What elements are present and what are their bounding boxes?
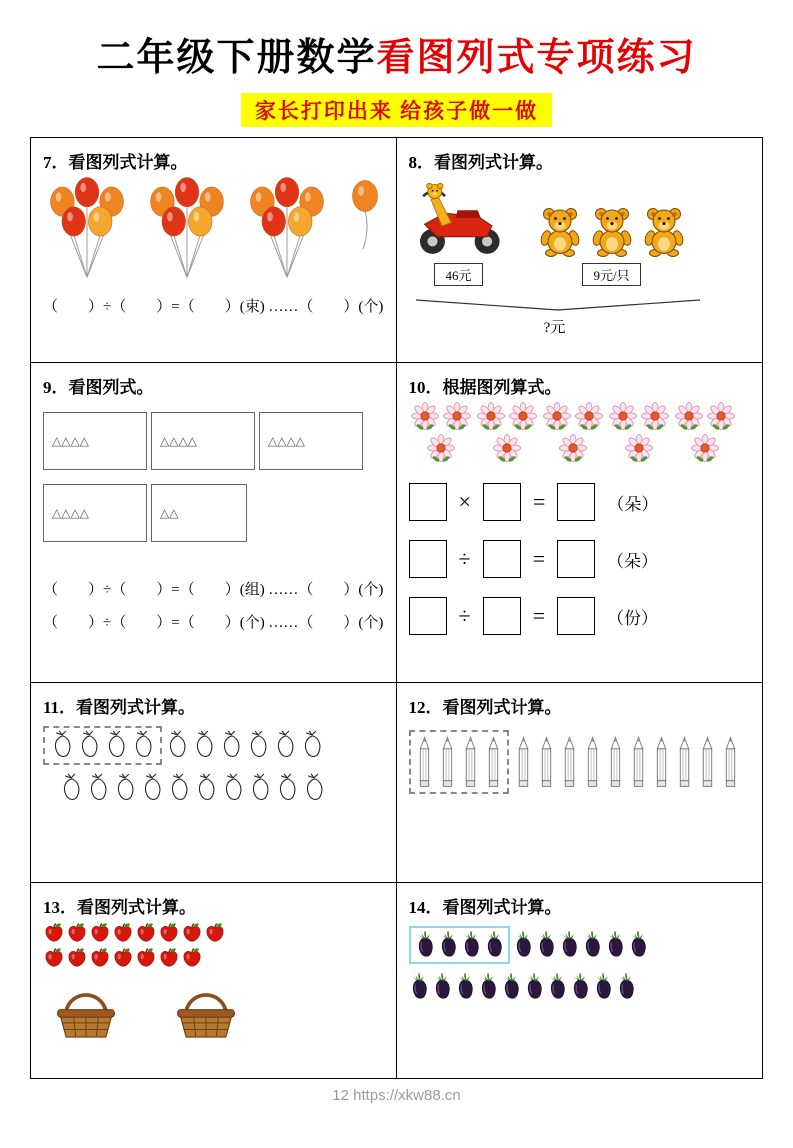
times-operator: × [458, 489, 471, 514]
basket-icon [171, 985, 241, 1040]
eggplant-outline-icon [246, 730, 270, 761]
single-balloon [345, 177, 385, 255]
apple-icon [135, 922, 157, 944]
parent-tip-banner: 家长打印出来 给孩子做一做 [241, 93, 552, 127]
apple-icon [112, 922, 134, 944]
apple-row-2 [43, 947, 384, 969]
apple-icon [43, 947, 65, 969]
answer-box [557, 540, 595, 578]
eggplant-outline-icon [248, 773, 272, 804]
apple-icon [135, 947, 157, 969]
apple-icon [89, 922, 111, 944]
flower-group-icon [409, 402, 473, 464]
answer-box [409, 483, 447, 521]
eggplant-icon [409, 972, 429, 1002]
question-11 [31, 683, 397, 883]
title-black-part: 二年级下册数学 [96, 37, 377, 79]
pencil-icon [677, 735, 692, 789]
eggplant-icon [484, 930, 504, 960]
eggplant-icon [559, 930, 579, 960]
question-9-equation-2: （ ）÷（ ）=（ ）(个) ……（ ）(个) [43, 615, 384, 631]
question-14-heading: 14．看图列式计算。 [408, 898, 562, 917]
balloon-icon [345, 177, 385, 255]
basket-icon [51, 985, 121, 1040]
pencil-icon [654, 735, 669, 789]
teddy-bear-icon [537, 205, 583, 257]
question-11-heading: 11．看图列式计算。 [43, 698, 196, 717]
question-9-heading: 9．看图列式。 [43, 378, 154, 397]
question-9-equation-1: （ ）÷（ ）=（ ）(组) ……（ ）(个) [43, 582, 384, 598]
eggplant-row-1 [43, 726, 384, 765]
eggplant-outline-icon [165, 730, 189, 761]
triangle-group: △△△△ [52, 505, 89, 520]
eggplant-outline-icon [86, 773, 110, 804]
answer-box [483, 597, 521, 635]
pencil-icon [608, 735, 623, 789]
toy-motorcycle-icon [409, 179, 509, 257]
flower-group-icon [673, 402, 737, 464]
page-footer: 12 https://xkw88.cn [332, 1087, 461, 1104]
triangle-group-box [151, 412, 255, 470]
balloon-bunch-icon [143, 177, 231, 283]
eggplant-row-2 [409, 972, 751, 1002]
division-equation-row-1 [409, 540, 751, 578]
pencils [516, 735, 738, 789]
pencil-icon [585, 735, 600, 789]
pencil-icon [539, 735, 554, 789]
eggplant-icon [593, 972, 613, 1002]
question-7-equation: （ ）÷（ ）=（ ）(束) ……（ ）(个) [43, 299, 384, 315]
circled-eggplant-group [43, 726, 162, 765]
equals-sign: = [532, 546, 545, 571]
eggplant-icon [570, 972, 590, 1002]
balloon-bunches [43, 177, 331, 283]
eggplant-outline-icon [167, 773, 191, 804]
circled-pencil-group [409, 730, 509, 794]
pencil-icon [562, 735, 577, 789]
baskets [51, 985, 384, 1040]
unit-label: （朵） [607, 494, 659, 514]
eggplant-outline-icon [192, 730, 216, 761]
price-illustration [409, 179, 751, 286]
boxed-eggplant-group [409, 926, 510, 964]
apple-icon [112, 947, 134, 969]
triangle-group-box [43, 412, 147, 470]
eggplant-icon [455, 972, 475, 1002]
equals-sign: = [532, 603, 545, 628]
eggplant-icon [582, 930, 602, 960]
eggplant-icon [432, 972, 452, 1002]
triangle-group-box [43, 484, 147, 542]
apple-icon [158, 922, 180, 944]
apple-icon [158, 947, 180, 969]
question-9 [31, 363, 397, 683]
teddy-bear-icon [641, 205, 687, 257]
eggplant-outline-icon [273, 730, 297, 761]
eggplant-outline-icon [140, 773, 164, 804]
eggplant-icon [628, 930, 648, 960]
pencil-icon [486, 735, 501, 789]
eggplant-outline-icon [104, 730, 128, 761]
balloon-bunch-icon [243, 177, 331, 283]
pencil-icon [440, 735, 455, 789]
question-10-heading: 10．根据图列算式。 [408, 378, 562, 397]
triangle-boxes-row-1 [43, 412, 384, 470]
eggplant-outline-icon [221, 773, 245, 804]
flower-group-icon [541, 402, 605, 464]
question-14 [397, 883, 763, 1078]
apple-icon [181, 947, 203, 969]
pencil-icon [700, 735, 715, 789]
balloon-bunch-icon [43, 177, 131, 283]
eggplants [59, 773, 326, 804]
eggplant-outline-icon [77, 730, 101, 761]
title-red-part: 看图列式专项练习 [376, 37, 697, 79]
question-13 [31, 883, 397, 1078]
equals-sign: = [532, 489, 546, 514]
question-10 [397, 363, 763, 683]
pencil-icon [417, 735, 432, 789]
eggplant-icon [513, 930, 533, 960]
total-price-question: ?元 [543, 320, 566, 336]
triangle-group: △△ [160, 505, 179, 520]
pencil-icon [516, 735, 531, 789]
apple-icon [204, 922, 226, 944]
eggplants [165, 730, 324, 761]
eggplant-icon [478, 972, 498, 1002]
unit-label: （朵） [607, 551, 658, 571]
answer-box [483, 540, 521, 578]
triangle-group: △△△△ [160, 433, 197, 448]
unit-label: （份） [607, 608, 658, 628]
eggplant-outline-icon [59, 773, 83, 804]
eggplant-outline-icon [219, 730, 243, 761]
eggplant-outline-icon [50, 730, 74, 761]
question-7-heading: 7．看图列式计算。 [43, 153, 188, 172]
division-equation-row-2 [409, 597, 751, 635]
apple-icon [89, 947, 111, 969]
eggplant-icon [438, 930, 458, 960]
question-12 [397, 683, 763, 883]
eggplant-outline-icon [113, 773, 137, 804]
answer-box [409, 540, 447, 578]
eggplant-row-1 [409, 926, 751, 964]
pencil-icon [631, 735, 646, 789]
triangle-group: △△△△ [268, 433, 305, 448]
multiplication-equation-row [409, 483, 751, 521]
pencil-icon [723, 735, 738, 789]
flower-group-icon [475, 402, 539, 464]
bears-group [537, 205, 687, 286]
flower-group-icon [607, 402, 671, 464]
eggplant-icon [461, 930, 481, 960]
balloon-illustration [43, 177, 384, 283]
eggplants [409, 972, 636, 1002]
motorcycle-group [409, 179, 509, 286]
eggplant-outline-icon [131, 730, 155, 761]
eggplant-icon [415, 930, 435, 960]
apple-icon [66, 947, 88, 969]
apple-icon [43, 922, 65, 944]
apple-row-1 [43, 922, 384, 944]
triangle-boxes-row-2 [43, 484, 384, 542]
underbrace [413, 298, 703, 314]
exercise-grid [30, 137, 763, 1079]
triangle-group: △△△△ [52, 433, 89, 448]
page-title [0, 26, 793, 81]
question-12-heading: 12．看图列式计算。 [408, 698, 562, 717]
flower-groups [409, 402, 751, 464]
answer-box [557, 597, 595, 635]
eggplant-icon [501, 972, 521, 1002]
divide-operator: ÷ [458, 546, 471, 571]
motorcycle-price-tag: 46元 [434, 263, 482, 286]
eggplant-icon [616, 972, 636, 1002]
eggplant-outline-icon [194, 773, 218, 804]
teddy-bear-icon [589, 205, 635, 257]
question-8-heading: 8．看图列式计算。 [408, 153, 553, 172]
triangle-group-box [259, 412, 363, 470]
pencil-row [409, 730, 751, 794]
pencil-icon [463, 735, 478, 789]
answer-box [557, 483, 595, 521]
answer-box [483, 483, 521, 521]
answer-box [409, 597, 447, 635]
eggplant-icon [605, 930, 625, 960]
eggplant-row-2 [59, 773, 384, 804]
bear-price-tag: 9元/只 [582, 263, 640, 286]
eggplants [513, 930, 648, 960]
question-7 [31, 138, 397, 363]
question-13-heading: 13．看图列式计算。 [43, 898, 196, 917]
teddy-bears [537, 205, 687, 257]
eggplant-outline-icon [302, 773, 326, 804]
eggplant-icon [547, 972, 567, 1002]
eggplant-outline-icon [300, 730, 324, 761]
apple-icon [66, 922, 88, 944]
worksheet-page [0, 26, 793, 1104]
divide-operator: ÷ [458, 603, 471, 628]
apple-icon [181, 922, 203, 944]
eggplant-outline-icon [275, 773, 299, 804]
eggplant-icon [524, 972, 544, 1002]
triangle-group-box [151, 484, 247, 542]
question-8 [397, 138, 763, 363]
eggplant-icon [536, 930, 556, 960]
